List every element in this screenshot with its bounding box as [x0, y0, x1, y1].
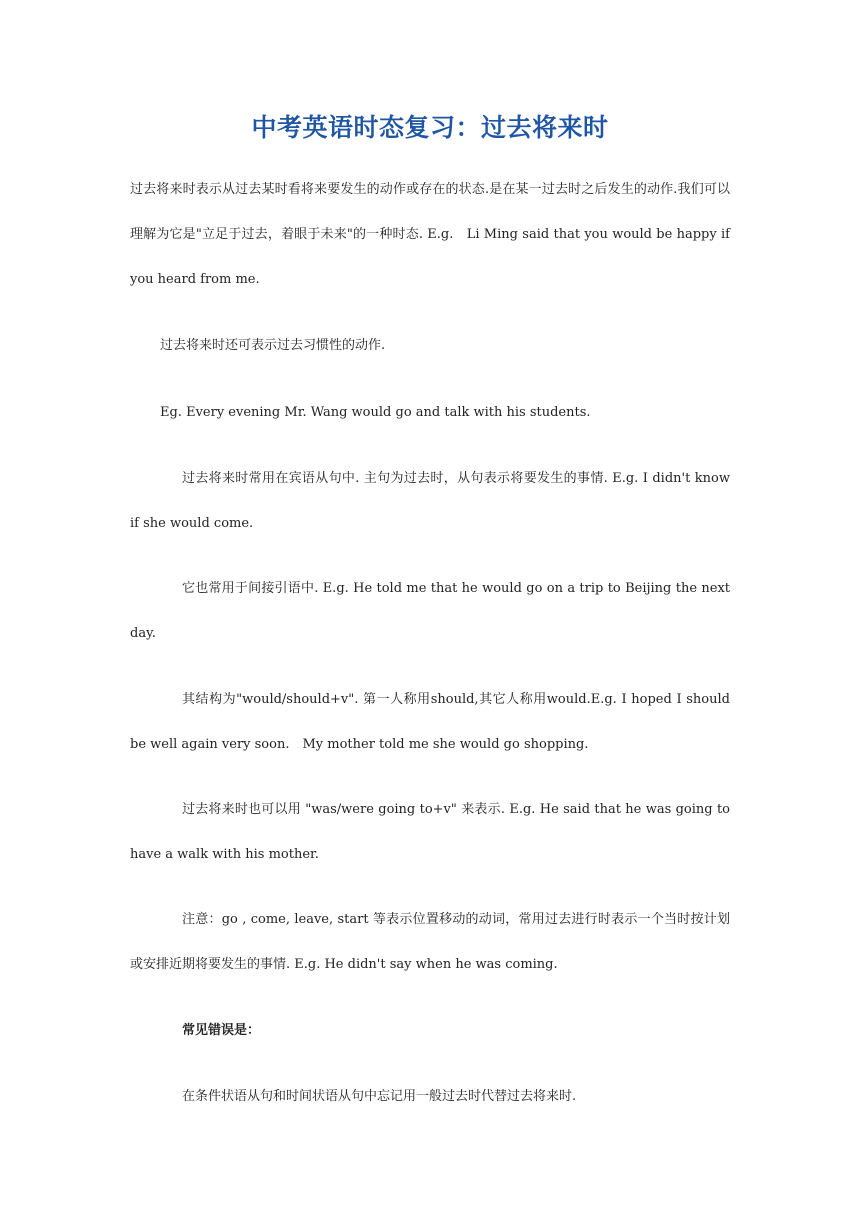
paragraph-structure: 其结构为"would/should+v". 第一人称用should,其它人称用would.E.g. I hoped I should be well again very soon. My mother told me she would go shopping.	[130, 692, 730, 752]
heading-common-errors: 常见错误是：	[182, 1023, 261, 1038]
document-title: 中考英语时态复习：过去将来时	[251, 113, 609, 142]
paragraph-indirect-speech: 它也常用于间接引语中. E.g. He told me that he would go on a trip to Beijing the next day.	[130, 581, 730, 641]
paragraph-habitual: 过去将来时还可表示过去习惯性的动作.	[160, 338, 386, 353]
paragraph-object-clause: 过去将来时常用在宾语从句中. 主句为过去时，从句表示将要发生的事情. E.g. I didn't know if she would come.	[130, 471, 730, 531]
paragraph-definition: 过去将来时表示从过去某时看将来要发生的动作或存在的状态.是在某一过去时之后发生的动作.我们可以理解为它是"立足于过去，着眼于未来"的一种时态. E.g. Li Ming said that you would be happy if you heard from me.	[130, 182, 730, 287]
paragraph-note: 注意：go , come, leave, start 等表示位置移动的动词，常用过去进行时表示一个当时按计划或安排近期将要发生的事情. E.g. He didn't say when he was coming.	[130, 912, 730, 972]
paragraph-habitual-example: Eg. Every evening Mr. Wang would go and talk with his students.	[160, 405, 591, 420]
paragraph-common-error: 在条件状语从句和时间状语从句中忘记用一般过去时代替过去将来时.	[182, 1089, 577, 1104]
paragraph-going-to: 过去将来时也可以用 "was/were going to+v" 来表示. E.g. He said that he was going to have a walk with his mother.	[130, 802, 730, 862]
